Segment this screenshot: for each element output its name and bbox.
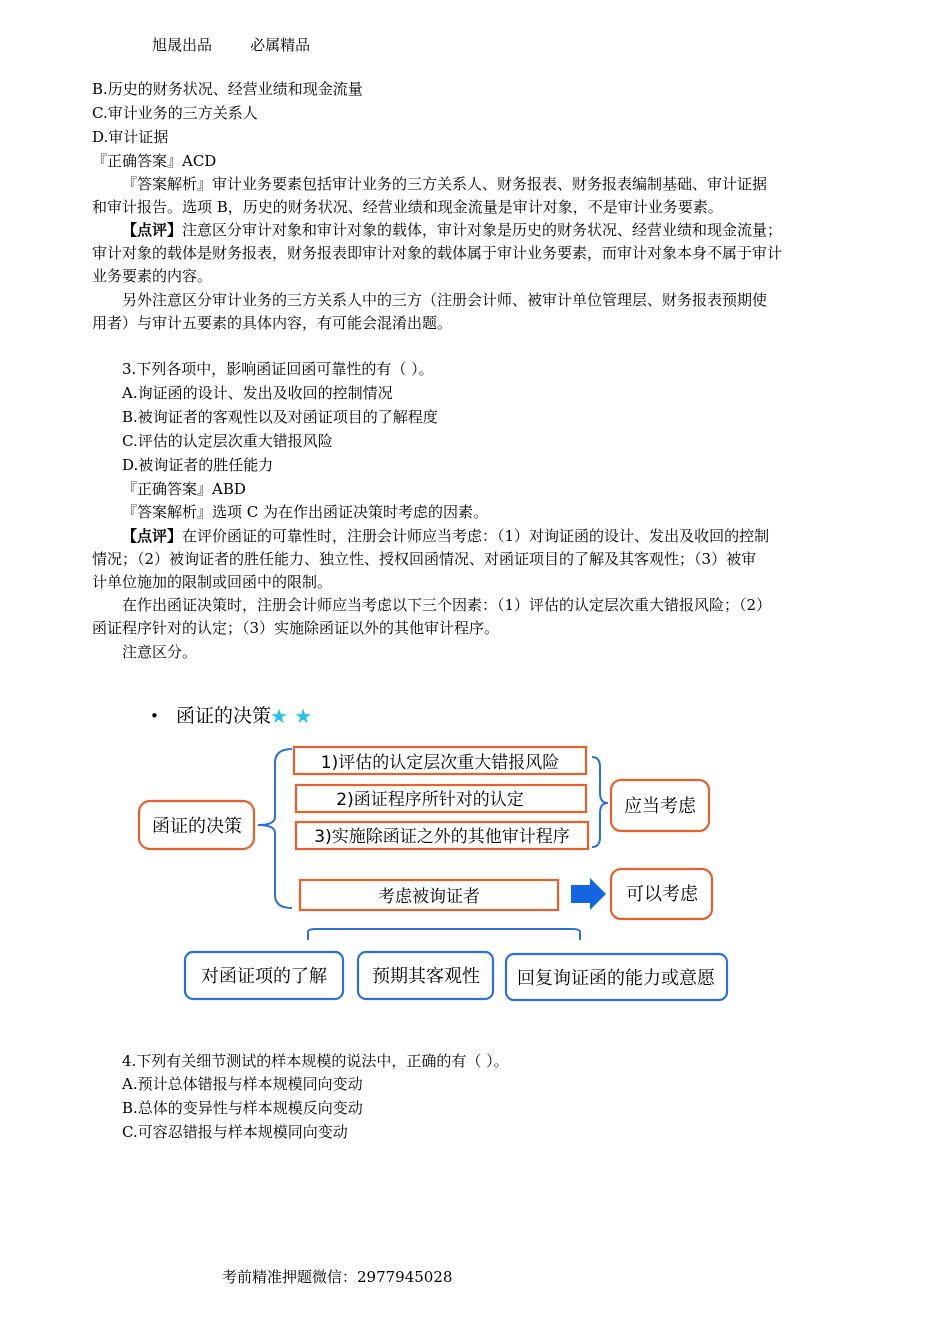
diagram-title: 函证的决策 [176,705,272,727]
page-footer: 考前精准押题微信：2977945028 [222,1268,453,1286]
q3-comment-text: 在评价函证的可靠性时，注册会计师应当考虑：（1）对询证函的设计、发出及收回的控制 [182,527,770,545]
q2-comment-label: 【点评】 [122,221,183,239]
diagram-stars: ★ ★ [270,704,313,728]
should-consider-label: 应当考虑 [624,796,696,817]
right-bracket [592,757,608,847]
left-bracket [258,749,292,908]
sub-node-1-label: 对函证项的了解 [201,966,327,987]
q2-comment-text: 注意区分审计对象和审计对象的载体，审计对象是历史的财务状况、经营业绩和现金流量； [182,221,783,239]
factor-1-label: 1)评估的认定层次重大错报风险 [320,753,560,773]
q3-analysis: 『答案解析』选项 C 为在作出函证决策时考虑的因素。 [122,503,489,521]
q2-option-c: C.审计业务的三方关系人 [92,104,258,122]
q4-option-b: B.总体的变异性与样本规模反向变动 [122,1099,363,1117]
q2-analysis-line-2: 和审计报告。选项 B，历史的财务状况、经营业绩和现金流量是审计对象，不是审计业务要素。 [92,198,723,216]
q2-option-d: D.审计证据 [92,128,169,146]
q2-comment-line-1 [122,219,782,242]
root-node-label: 函证的决策 [152,816,242,837]
q3-decision-line-2: 函证程序针对的认定；（3）实施除函证以外的其他审计程序。 [92,619,500,637]
q2-option-b: B.历史的财务状况、经营业绩和现金流量 [92,80,363,98]
page-header: 旭晟出品 必属精品 [152,36,311,54]
q3-answer: 『正确答案』ABD [122,480,246,498]
q3-option-b: B.被询证者的客观性以及对函证项目的了解程度 [122,408,438,426]
q3-question: 3.下列各项中，影响函证回函可靠性的有（ ）。 [122,360,434,378]
q2-comment-line-2: 审计对象的载体是财务报表，财务报表即审计对象的载体属于审计业务要素，而审计对象本身不属于审计 [92,244,783,262]
q3-option-a: A.询证函的设计、发出及收回的控制情况 [122,384,393,402]
may-consider-label: 可以考虑 [626,884,698,905]
q3-decision-line-1: 在作出函证决策时，注册会计师应当考虑以下三个因素：（1）评估的认定层次重大错报风险；（2） [122,596,772,614]
q4-option-c: C.可容忍错报与样本规模同向变动 [122,1123,348,1141]
q4-question: 4.下列有关细节测试的样本规模的说法中，正确的有（ ）。 [122,1052,509,1070]
confirmation-decision-diagram [130,695,750,1010]
q3-comment-label: 【点评】 [122,527,183,545]
sub-node-3-label: 回复询证函的能力或意愿 [517,968,715,989]
q3-option-d: D.被询证者的胜任能力 [122,456,274,474]
factor-3-label: 3)实施除函证之外的其他审计程序 [314,827,570,847]
q2-analysis-line-1: 『答案解析』审计业务要素包括审计业务的三方关系人、财务报表、财务报表编制基础、审计证据 [122,175,768,193]
consider-party-label: 考虑被询证者 [378,887,480,907]
bottom-bracket [308,929,580,940]
sub-node-2-label: 预期其客观性 [372,966,480,987]
factor-2-label: 2)函证程序所针对的认定 [336,790,524,810]
arrow-right-icon [571,878,606,910]
q2-note-line-2: 用者）与审计五要素的具体内容，有可能会混淆出题。 [92,314,453,332]
q3-comment-line-2: 情况；（2）被询证者的胜任能力、独立性、授权回函情况、对函证项目的了解及其客观性；（3）被审 [92,550,757,568]
diagram-bullet: • [150,707,159,725]
q3-comment-line-1 [122,525,769,548]
q4-option-a: A.预计总体错报与样本规模同向变动 [122,1075,363,1093]
q2-comment-line-3: 业务要素的内容。 [92,267,213,285]
q2-answer: 『正确答案』ACD [92,152,217,170]
q3-note: 注意区分。 [122,643,198,661]
q3-option-c: C.评估的认定层次重大错报风险 [122,432,333,450]
q3-comment-line-3: 计单位施加的限制或回函中的限制。 [92,573,333,591]
q2-note-line-1: 另外注意区分审计业务的三方关系人中的三方（注册会计师、被审计单位管理层、财务报表预期使 [122,291,768,309]
